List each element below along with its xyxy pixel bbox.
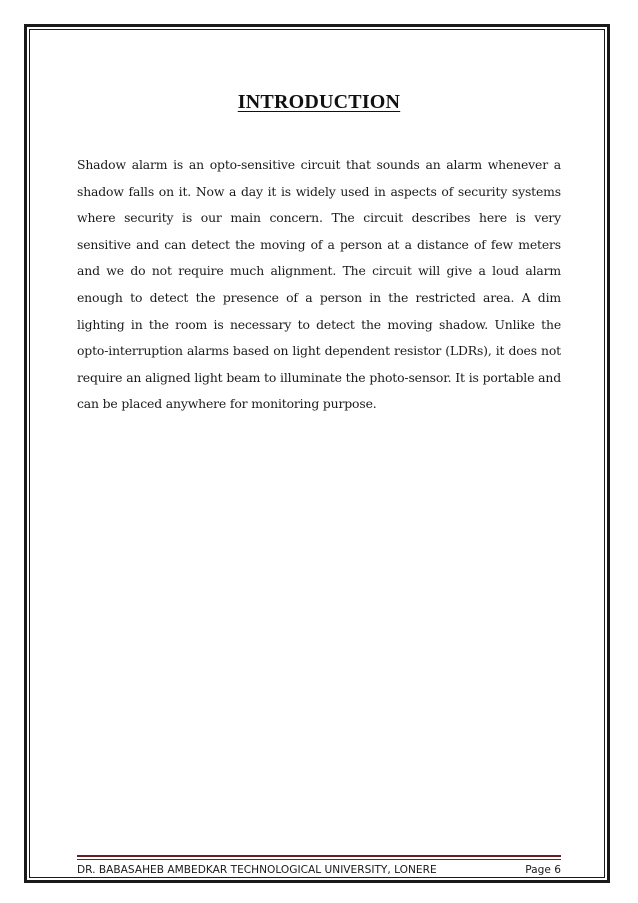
introduction-paragraph: Shadow alarm is an opto-sensitive circuit that sounds an alarm whenever a shadow falls on it. Now a day it is widely used in aspects of security systems where security is our main concern. The circuit describes here is very sensitive and can detect the moving of a person at a distance of few meters and we do not require much alignment. The circuit will give a loud alarm enough to detect the presence of a person in the restricted area. A dim lighting in the room is necessary to detect the moving shadow. Unlike the opto-interruption alarms based on light dependent resistor (LDRs), it does not require an aligned light beam to illuminate the photo-sensor. It is portable and can be placed anywhere for monitoring purpose.	[77, 157, 561, 412]
page-title	[0, 91, 638, 114]
footer-rule-thick	[77, 855, 561, 857]
footer-institution: DR. BABASAHEB AMBEDKAR TECHNOLOGICAL UNIVERSITY, LONERE	[77, 864, 437, 876]
footer-rule-thin	[77, 859, 561, 860]
footer-page-number: Page 6	[525, 864, 561, 876]
page-title-text: INTRODUCTION	[237, 91, 401, 114]
